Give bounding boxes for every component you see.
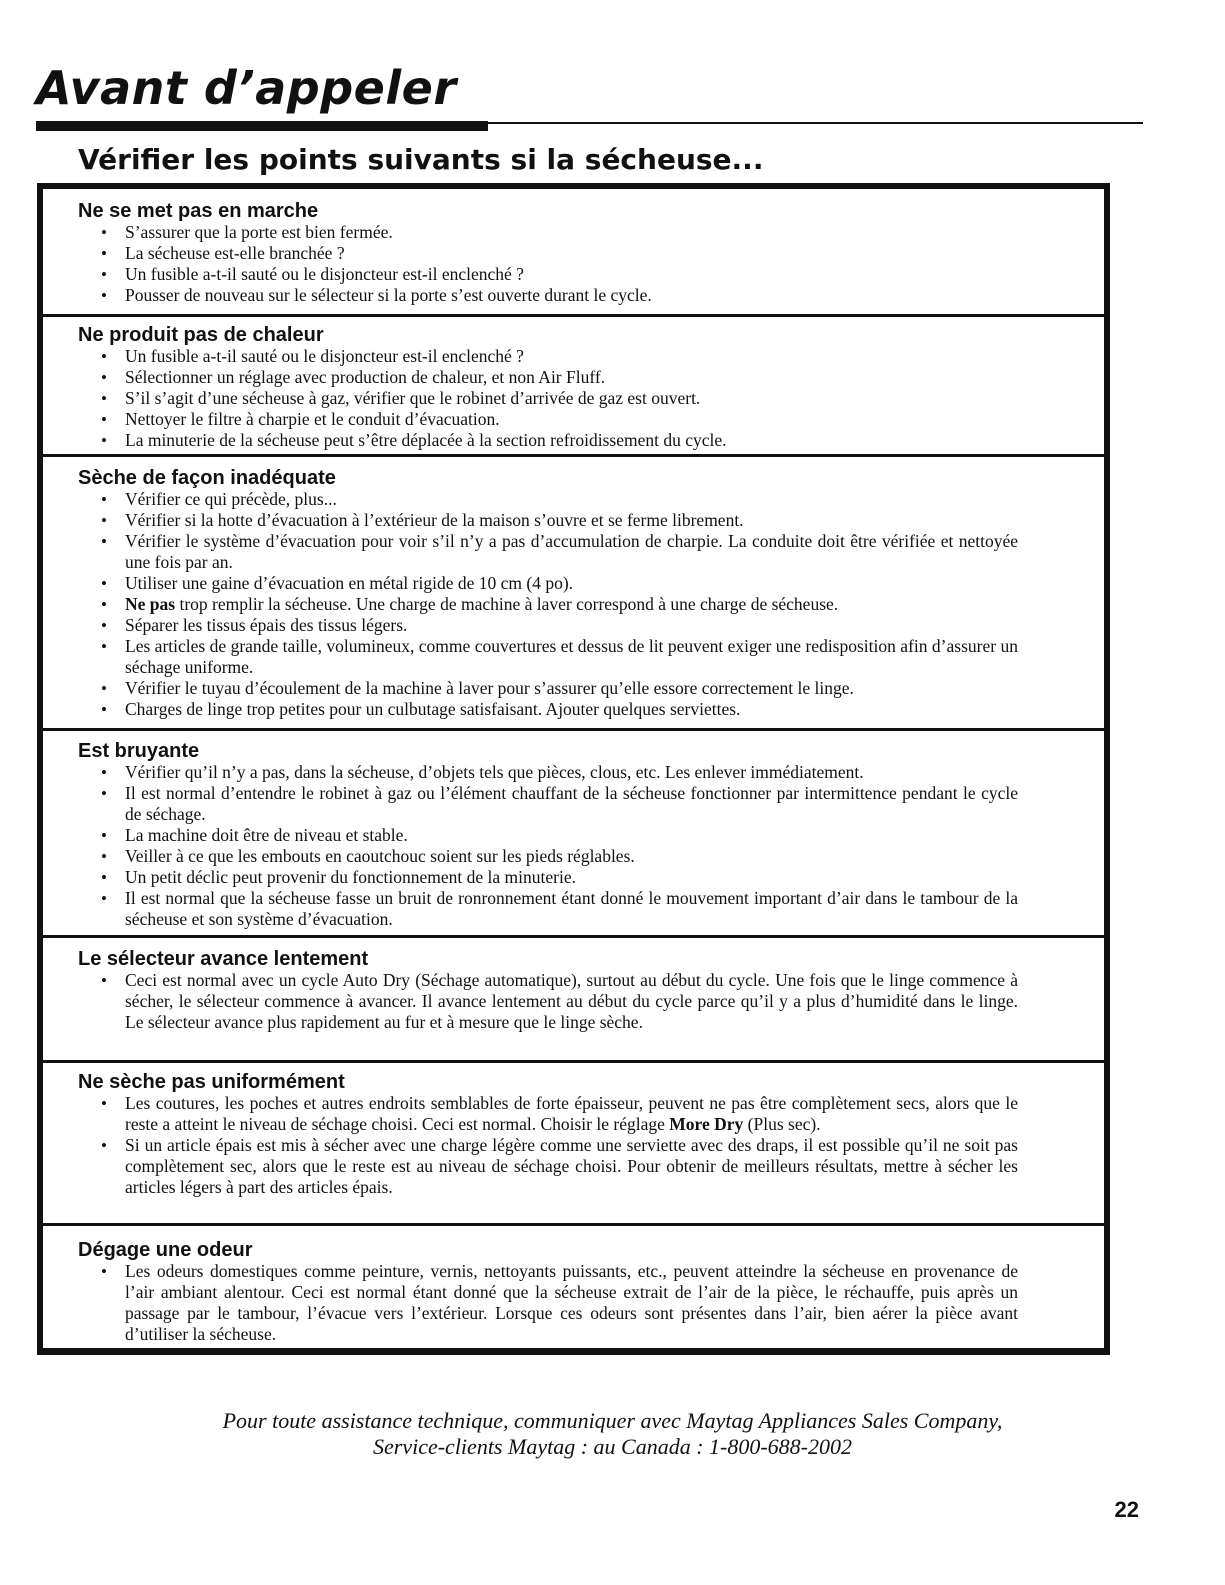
list-item: • Veiller à ce que les embouts en caoutchouc soient sur les pieds réglables. — [43, 846, 1104, 867]
section-heading: Ne se met pas en marche — [78, 200, 319, 222]
list-item: • Il est normal que la sécheuse fasse un bruit de ronronnement étant donné le mouvement important d’air dans le tambour de la sécheuse et son système d’évacuation. — [43, 888, 1104, 930]
item-list — [43, 762, 1104, 930]
list-item: • Les odeurs domestiques comme peinture, vernis, nettoyants puissants, etc., peuvent atteindre la sécheuse en provenance de l’air ambiant alentour. Ceci est normal étant donné que la sécheuse extrait de l’air de la pièce, le réchauffe, puis après un passage par le tambour, l’évacue vers l’extérieur. Lorsque ces odeurs sont présentes dans l’air, bien aérer la pièce avant d’utiliser la sécheuse. — [43, 1261, 1104, 1345]
item-text: Les coutures, les poches et autres endroits semblables de forte épaisseur, peuvent ne pas être complètement secs, alors que le reste a atteint le niveau de séchage choisi. Ceci est normal. Choisir le réglage — [125, 1093, 1018, 1134]
support-line: Pour toute assistance technique, communiquer avec Maytag Appliances Sales Company, — [222, 1408, 1003, 1433]
list-item: • S’assurer que la porte est bien fermée. — [43, 222, 1104, 243]
list-item: • Vérifier le système d’évacuation pour voir s’il n’y a pas d’accumulation de charpie. La conduite doit être vérifiée et nettoyée une fois par an. — [43, 531, 1104, 573]
list-item: • Nettoyer le filtre à charpie et le conduit d’évacuation. — [43, 409, 1104, 430]
list-item: • Vérifier ce qui précède, plus... — [43, 489, 1104, 510]
list-item: • S’il s’agit d’une sécheuse à gaz, vérifier que le robinet d’arrivée de gaz est ouvert. — [43, 388, 1104, 409]
section-heading: Est bruyante — [78, 740, 200, 762]
item-text: trop remplir la sécheuse. Une charge de machine à laver correspond à une charge de sécheuse. — [175, 594, 839, 614]
section-heading: Ne produit pas de chaleur — [78, 324, 324, 346]
section-heading: Le sélecteur avance lentement — [78, 948, 369, 970]
item-text: (Plus sec). — [743, 1114, 821, 1134]
list-item: • Pousser de nouveau sur le sélecteur si la porte s’est ouverte durant le cycle. — [43, 285, 1104, 306]
section-noisy — [43, 731, 1104, 935]
list-item: • Séparer les tissus épais des tissus légers. — [43, 615, 1104, 636]
section-no-heat — [43, 317, 1104, 454]
list-item: • Un fusible a-t-il sauté ou le disjoncteur est-il enclenché ? — [43, 346, 1104, 367]
item-list — [43, 1261, 1104, 1345]
support-phone-line: Service-clients Maytag : au Canada : 1-800-688-2002 — [373, 1434, 852, 1459]
emphasis-text: Ne pas — [125, 594, 176, 614]
list-item: • Utiliser une gaine d’évacuation en métal rigide de 10 cm (4 po). — [43, 573, 1104, 594]
title-rule-thick — [36, 121, 488, 131]
item-list — [43, 1093, 1104, 1198]
list-item: • Un fusible a-t-il sauté ou le disjoncteur est-il enclenché ? — [43, 264, 1104, 285]
list-item: • Vérifier si la hotte d’évacuation à l’extérieur de la maison s’ouvre et se ferme librement. — [43, 510, 1104, 531]
list-item: • Vérifier le tuyau d’écoulement de la machine à laver pour s’assurer qu’elle essore correctement le linge. — [43, 678, 1104, 699]
page-subtitle: Vérifier les points suivants si la sécheuse... — [78, 143, 764, 176]
title-rule-thin — [488, 122, 1143, 124]
item-list — [43, 970, 1104, 1033]
section-heading: Dégage une odeur — [78, 1239, 253, 1261]
list-item — [43, 1093, 1104, 1135]
section-heading: Sèche de façon inadéquate — [78, 467, 336, 489]
section-slow-selector — [43, 938, 1104, 1060]
list-item: • Les articles de grande taille, volumineux, comme couvertures et dessus de lit peuvent exiger une redisposition afin d’assurer un séchage uniforme. — [43, 636, 1104, 678]
item-list — [43, 346, 1104, 451]
list-item: • Charges de linge trop petites pour un culbutage satisfaisant. Ajouter quelques serviettes. — [43, 699, 1104, 720]
list-item: • La sécheuse est-elle branchée ? — [43, 243, 1104, 264]
section-no-start — [43, 189, 1104, 314]
section-heading: Ne sèche pas uniformément — [78, 1071, 345, 1093]
item-list — [43, 222, 1104, 306]
list-item: • La minuterie de la sécheuse peut s’être déplacée à la section refroidissement du cycle. — [43, 430, 1104, 451]
list-item: • Un petit déclic peut provenir du fonctionnement de la minuterie. — [43, 867, 1104, 888]
item-list — [43, 489, 1104, 720]
list-item: • Si un article épais est mis à sécher avec une charge légère comme une serviette avec des draps, il est possible qu’il ne soit pas complètement sec, alors que le reste est au niveau de séchage choisi. Pour obtenir de meilleurs résultats, mettre à sécher les articles légers à part des articles épais. — [43, 1135, 1104, 1198]
list-item: • Il est normal d’entendre le robinet à gaz ou l’élément chauffant de la sécheuse fonctionner par intermittence pendant le cycle de séchage. — [43, 783, 1104, 825]
list-item: • La machine doit être de niveau et stable. — [43, 825, 1104, 846]
troubleshooting-panel — [37, 183, 1110, 1355]
page-number: 22 — [1114, 1497, 1139, 1522]
list-item: • Vérifier qu’il n’y a pas, dans la sécheuse, d’objets tels que pièces, clous, etc. Les enlever immédiatement. — [43, 762, 1104, 783]
list-item — [43, 594, 1104, 615]
section-uneven-drying — [43, 1063, 1104, 1223]
section-poor-drying — [43, 457, 1104, 728]
emphasis-text: More Dry — [669, 1114, 744, 1134]
section-odor — [43, 1226, 1104, 1348]
page-title: Avant d’appeler — [36, 61, 457, 115]
list-item: • Sélectionner un réglage avec production de chaleur, et non Air Fluff. — [43, 367, 1104, 388]
list-item: • Ceci est normal avec un cycle Auto Dry (Séchage automatique), surtout au début du cycle. Une fois que le linge commence à sécher, le sélecteur commence à avancer. Il avance lentement au début du cycle parce qu’il y a plus d’humidité dans le linge. Le sélecteur avance plus rapidement au fur et à mesure que le linge sèche. — [43, 970, 1104, 1033]
